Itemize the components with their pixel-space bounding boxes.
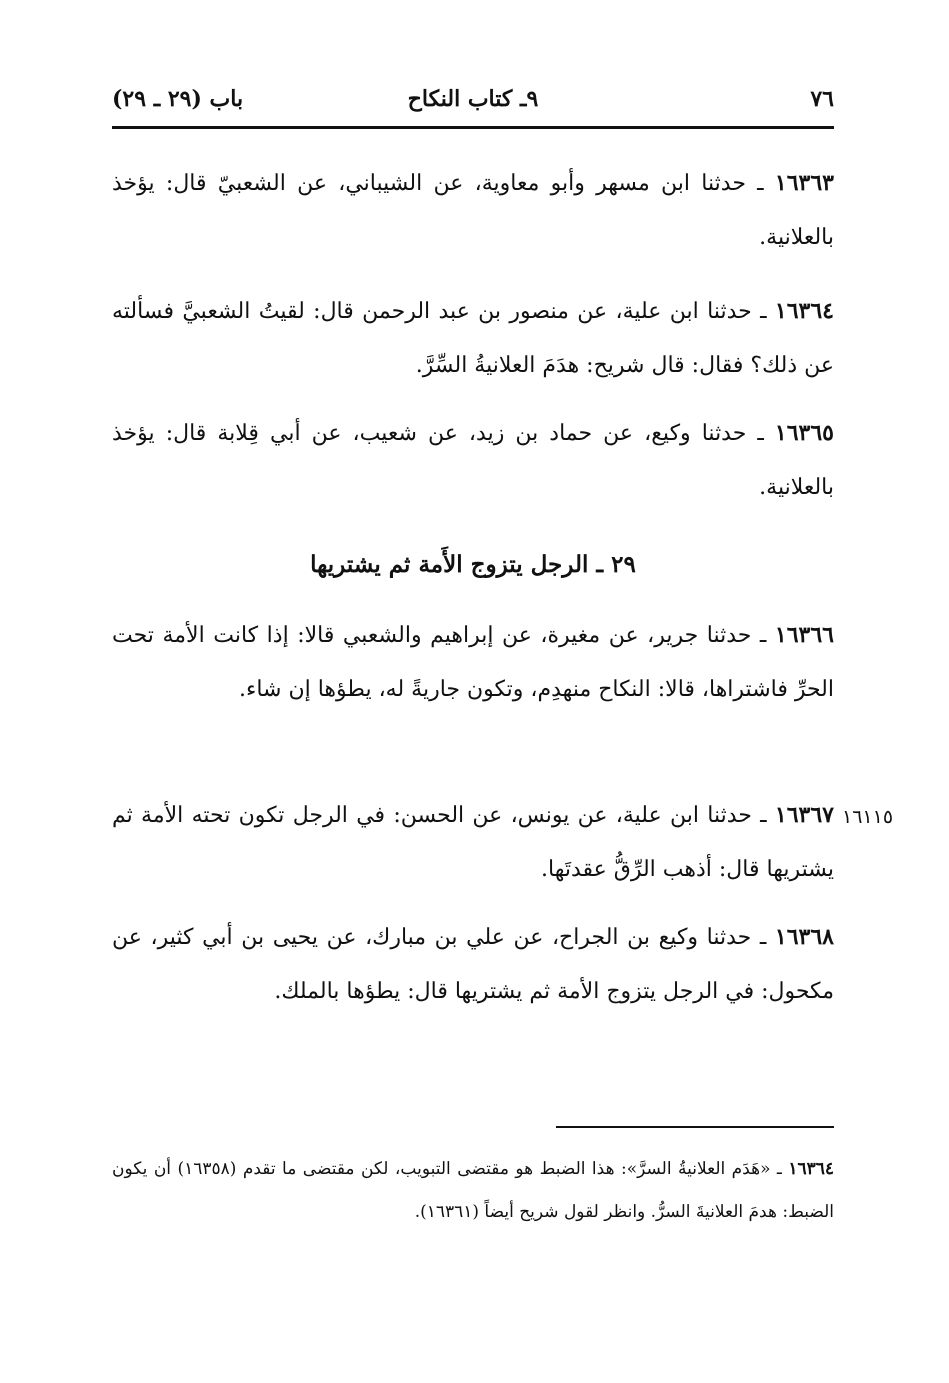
- chapter-range: باب (٢٩ ـ ٢٩): [112, 86, 244, 112]
- footnote-rule: [556, 1126, 834, 1128]
- section-title: ٢٩ ـ الرجل يتزوج الأَمة ثم يشتريها: [310, 551, 636, 578]
- hadith-text: ـ حدثنا ابن مسهر وأبو معاوية، عن الشيباني، عن الشعبيّ قال: يؤخذ بالعلانية.: [112, 171, 834, 250]
- margin-reference-number: ١٦١١٥: [842, 806, 894, 828]
- hadith-entry: [112, 608, 834, 717]
- hadith-entry: [112, 910, 834, 1019]
- hadith-number: ١٦٣٦٤: [774, 298, 834, 324]
- hadith-entry: [112, 788, 834, 897]
- page-number: ٧٦: [810, 86, 834, 112]
- hadith-number: ١٦٣٦٣: [774, 170, 834, 196]
- footnote-text: ـ «هَدَم العلانيةُ السرَّ»: هذا الضبط هو مقتضى التبويب، لكن مقتضى ما تقدم (١٦٣٥٨) أن يكون الضبط: هدمَ العلانيةَ السرُّ. وانظر لقول شريح أيضاً (١٦٣٦١).: [112, 1159, 834, 1222]
- hadith-number: ١٦٣٦٧: [774, 802, 834, 828]
- page-header: [112, 86, 834, 120]
- hadith-text: ـ حدثنا ابن علية، عن منصور بن عبد الرحمن قال: لقيتُ الشعبيَّ فسألته عن ذلك؟ فقال: قال شريح: هدَمَ العلانيةُ السِّرَّ.: [112, 299, 834, 378]
- footnote-number: ١٦٣٦٤: [788, 1159, 834, 1179]
- hadith-number: ١٦٣٦٦: [774, 622, 834, 648]
- header-rule: [112, 126, 834, 129]
- hadith-text: ـ حدثنا ابن علية، عن يونس، عن الحسن: في الرجل تكون تحته الأمة ثم يشتريها قال: أذهب الرِّقُّ عقدتَها.: [112, 803, 834, 882]
- hadith-number: ١٦٣٦٥: [774, 420, 834, 446]
- footnote: [112, 1148, 834, 1234]
- hadith-text: ـ حدثنا وكيع بن الجراح، عن علي بن مبارك، عن يحيى بن أبي كثير، عن مكحول: في الرجل يتزوج الأمة ثم يشتريها قال: يطؤها بالملك.: [112, 925, 834, 1004]
- hadith-entry: [112, 406, 834, 515]
- hadith-entry: [112, 156, 834, 265]
- book-title: ٩ـ كتاب النكاح: [407, 86, 539, 112]
- hadith-text: ـ حدثنا وكيع، عن حماد بن زيد، عن شعيب، عن أبي قِلابة قال: يؤخذ بالعلانية.: [112, 421, 834, 500]
- hadith-entry: [112, 284, 834, 393]
- hadith-text: ـ حدثنا جرير، عن مغيرة، عن إبراهيم والشعبي قالا: إذا كانت الأمة تحت الحرِّ فاشتراها، قالا: النكاح منهدِم، وتكون جاريةً له، يطؤها إن شاء.: [112, 623, 834, 702]
- hadith-number: ١٦٣٦٨: [774, 924, 834, 950]
